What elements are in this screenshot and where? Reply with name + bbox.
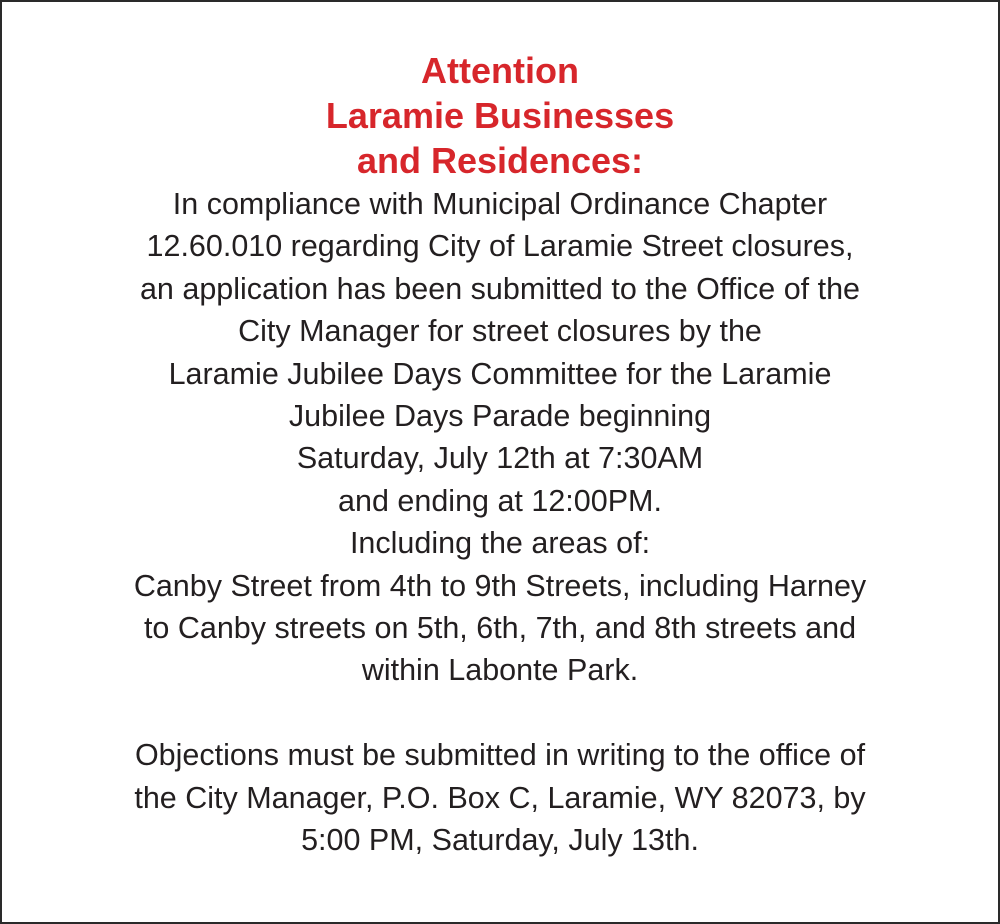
objections-line: 5:00 PM, Saturday, July 13th. — [301, 823, 699, 858]
body-line: Saturday, July 12th at 7:30AM — [296, 441, 704, 476]
body-line: Including the areas of: — [349, 526, 651, 561]
body-line: Laramie Jubilee Days Committee for the Laramie — [168, 356, 832, 391]
body-line: In compliance with Municipal Ordinance Chapter — [172, 187, 828, 221]
heading-line-attention: Attention — [421, 50, 579, 91]
body-line: an application has been submitted to the Office of the — [139, 271, 861, 306]
body-line: within Labonte Park. — [361, 653, 639, 688]
body-line: and ending at 12:00PM. — [338, 483, 662, 518]
body-line: Jubilee Days Parade beginning — [288, 399, 712, 434]
heading-line-businesses: Laramie Businesses — [325, 95, 675, 136]
body-line: City Manager for street closures by the — [238, 314, 762, 349]
objections-paragraph — [2, 734, 998, 861]
objections-line: the City Manager, P.O. Box C, Laramie, WY 82073, by — [134, 780, 866, 815]
paragraph-spacer — [2, 692, 998, 734]
body-line: Canby Street from 4th to 9th Streets, including Harney — [133, 568, 867, 603]
body-line: to Canby streets on 5th, 6th, 7th, and 8th streets and — [143, 611, 857, 646]
objections-line: Objections must be submitted in writing to the office of — [134, 738, 866, 773]
notice-body — [2, 183, 998, 692]
body-line: 12.60.010 regarding City of Laramie Street closures, — [146, 229, 854, 264]
notice-heading — [2, 48, 998, 183]
heading-line-residences: and Residences: — [356, 140, 644, 181]
